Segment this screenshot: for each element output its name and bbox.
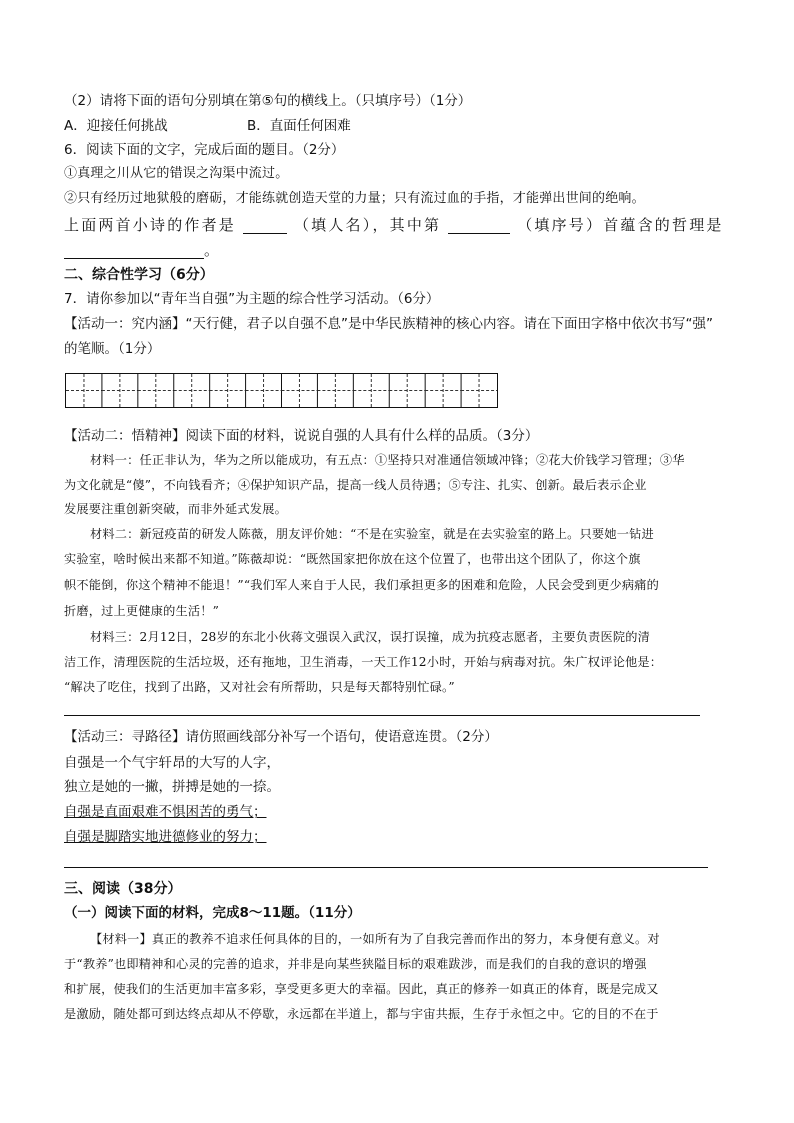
reading-paragraph-line-3: 和扩展，使我们的生活更加丰富多彩，享受更多更大的幸福。因此，真正的修养一如真正的体育，既是完成又 — [64, 982, 659, 996]
q6-stem: 6．阅读下面的文字，完成后面的题目。（2分） — [64, 142, 345, 158]
material-2-line-2: 实验室，啥时候出来都不知道。”陈薇却说：“既然国家把你放在这个位置了，也带出这个团队了，你这个旗 — [64, 552, 641, 566]
q6-poem-1: ①真理之川从它的错误之沟渠中流过。 — [64, 166, 289, 181]
q6-fill-line-2 — [64, 241, 219, 259]
q6-poem-2: ②只有经历过地狱般的磨砺，才能练就创造天堂的力量；只有流过血的手指，才能弹出世间的绝响。 — [64, 191, 645, 206]
section-3-heading: 三、阅读（38分） — [64, 881, 182, 897]
material-1-line-3: 发展要注重创新突破，而非外延式发展。 — [64, 502, 287, 516]
q5-part2-stem: （2）请将下面的语句分别填在第⑤句的横线上。（只填序号）（1分） — [64, 93, 472, 109]
material-2-line-4: 折磨，过上更健康的生活！” — [64, 604, 220, 618]
reading-paragraph-line-1: 【材料一】真正的教养不追求任何具体的目的，一如所有为了自我完善而作出的努力，本身便有意义。对 — [90, 932, 660, 946]
tianzige-grid[interactable] — [65, 373, 498, 408]
material-3-line-3: “解决了吃住，找到了出路，又对社会有所帮助，只是每天都特别忙碌。” — [64, 680, 455, 694]
answer-line-activity-3[interactable] — [64, 867, 708, 868]
answer-line-activity-2[interactable] — [64, 715, 700, 716]
fill-text-2: （填人名），其中第 — [293, 216, 442, 234]
q6-fill-line — [64, 216, 724, 234]
material-2-line-3: 帜不能倒，你这个精神不能退！”“我们军人来自于人民，我们承担更多的困难和危险，人民会受到更少病痛的 — [64, 578, 660, 592]
option-b: B．直面任何困难 — [247, 118, 351, 134]
material-2-line-1: 材料二：新冠疫苗的研发人陈薇，朋友评价她：“不是在实验室，就是在去实验室的路上。只要她一钻进 — [90, 527, 654, 541]
poem-line-4-underlined: 自强是脚踏实地进德修业的努力； — [64, 829, 267, 845]
material-3-line-1: 材料三：2月12日，28岁的东北小伙蒋文强误入武汉，误打误撞，成为抗疫志愿者，主要负责医院的清 — [90, 630, 651, 644]
fill-text-3: （填序号）首蕴含的哲理是 — [517, 216, 724, 234]
material-1-line-1: 材料一：任正非认为，华为之所以能成功，有五点：①坚持只对准通信领域冲锋；②花大价钱学习管理；③华 — [90, 453, 685, 467]
poem-line-3-underlined: 自强是直面艰难不惧困苦的勇气； — [64, 804, 267, 820]
material-3-line-2: 洁工作，清理医院的生活垃圾，还有拖地，卫生消毒，一天工作12小时，开始与病毒对抗。朱广权评论他是： — [64, 655, 663, 669]
activity-2: 【活动二：悟精神】阅读下面的材料，说说自强的人具有什么样的品质。（3分） — [64, 428, 539, 444]
reading-paragraph-line-2: 于“教养”也即精神和心灵的完善的追求，并非是向某些狭隘目标的艰难跋涉，而是我们的自我的意识的增强 — [64, 957, 647, 971]
reading-paragraph-line-4: 是激励，随处都可到达终点却从不停歇，永远都在半道上，都与宇宙共振，生存于永恒之中。它的目的不在于 — [64, 1007, 659, 1021]
activity-1-line-1: 【活动一：究内涵】“天行健，君子以自强不息”是中华民族精神的核心内容。请在下面田字格中依次书写“强” — [64, 316, 713, 332]
poem-line-1: 自强是一个气宇轩昂的大写的人字， — [64, 755, 280, 771]
section-3-subheading: （一）阅读下面的材料，完成8～11题。（11分） — [64, 905, 361, 921]
activity-3: 【活动三：寻路径】请仿照画线部分补写一个语句，使语意连贯。（2分） — [64, 729, 498, 745]
section-2-heading: 二、综合性学习（6分） — [64, 267, 214, 283]
poem-line-2: 独立是她的一撇，拼搏是她的一捺。 — [64, 779, 280, 795]
philosophy-blank[interactable] — [64, 244, 204, 259]
tianzige-grid-lines — [66, 374, 497, 407]
q7-stem: 7．请你参加以“青年当自强”为主题的综合性学习活动。（6分） — [64, 291, 440, 307]
material-1-line-2: 为文化就是“傻”，不向钱看齐；④保护知识产品，提高一线人员待遇；⑤专注、扎实、创新。最后表示企业 — [64, 478, 647, 492]
option-a: A．迎接任何挑战 — [64, 118, 168, 134]
fill-text-1: 上面两首小诗的作者是 — [64, 216, 237, 234]
fill-end: 。 — [204, 241, 220, 259]
activity-1-line-2: 的笔顺。（1分） — [64, 341, 161, 357]
author-blank[interactable] — [243, 219, 287, 234]
number-blank[interactable] — [448, 219, 510, 234]
